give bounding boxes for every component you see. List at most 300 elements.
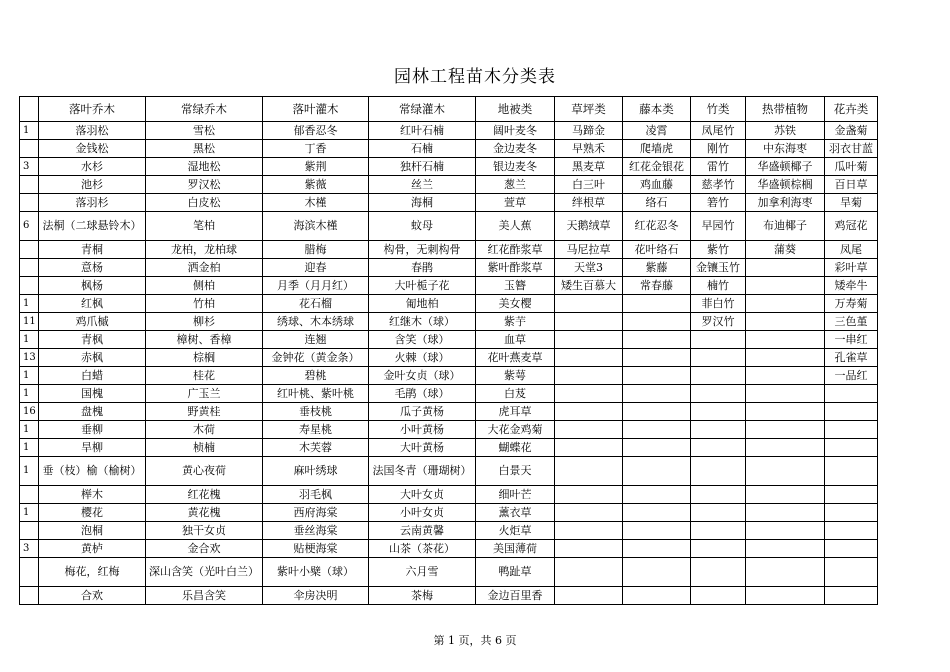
- table-cell: [746, 540, 825, 558]
- row-number-cell: [20, 176, 39, 194]
- table-cell: [623, 421, 691, 439]
- table-cell: 红花金银花: [623, 158, 691, 176]
- table-cell: 布迪椰子: [746, 212, 825, 241]
- table-cell: 金边麦冬: [476, 140, 555, 158]
- table-cell: [746, 457, 825, 486]
- table-cell: 红继木（球）: [369, 313, 476, 331]
- table-cell: 青桐: [39, 241, 146, 259]
- row-number-cell: [20, 140, 39, 158]
- table-cell: [555, 457, 623, 486]
- table-cell: 美人蕉: [476, 212, 555, 241]
- column-header: 藤本类: [623, 97, 691, 122]
- table-cell: [623, 540, 691, 558]
- table-cell: [825, 439, 878, 457]
- table-cell: 金钟花（黄金条）: [263, 349, 369, 367]
- table-cell: [746, 295, 825, 313]
- table-cell: 木荷: [146, 421, 263, 439]
- row-number-cell: 1: [20, 439, 39, 457]
- table-cell: 早园竹: [691, 212, 746, 241]
- table-cell: [825, 421, 878, 439]
- table-cell: 樱花: [39, 504, 146, 522]
- table-cell: [555, 349, 623, 367]
- table-cell: 旱菊: [825, 194, 878, 212]
- table-cell: 垂（枝）榆（榆树）: [39, 457, 146, 486]
- table-row: [20, 349, 878, 367]
- table-cell: [691, 439, 746, 457]
- table-cell: [691, 587, 746, 605]
- table-cell: [555, 522, 623, 540]
- table-cell: [691, 331, 746, 349]
- table-cell: 早熟禾: [555, 140, 623, 158]
- table-cell: [555, 421, 623, 439]
- table-cell: 紫竹: [691, 241, 746, 259]
- table-cell: 郁香忍冬: [263, 122, 369, 140]
- table-cell: [623, 313, 691, 331]
- table-cell: 贴梗海棠: [263, 540, 369, 558]
- table-cell: 常春藤: [623, 277, 691, 295]
- table-cell: 红叶桃、紫叶桃: [263, 385, 369, 403]
- table-cell: 紫藤: [623, 259, 691, 277]
- row-number-cell: 1: [20, 331, 39, 349]
- table-row: [20, 540, 878, 558]
- nursery-stock-table: [19, 96, 878, 605]
- column-header: 热带植物: [746, 97, 825, 122]
- table-cell: 红花槐: [146, 486, 263, 504]
- table-cell: 爬墙虎: [623, 140, 691, 158]
- table-row: [20, 385, 878, 403]
- table-cell: 金盏菊: [825, 122, 878, 140]
- table-cell: 薰衣草: [476, 504, 555, 522]
- table-cell: [746, 522, 825, 540]
- table-cell: 紫薇: [263, 176, 369, 194]
- table-cell: 垂柳: [39, 421, 146, 439]
- table-cell: 玉簪: [476, 277, 555, 295]
- table-cell: 罗汉松: [146, 176, 263, 194]
- table-cell: 天堂3: [555, 259, 623, 277]
- column-header: 地被类: [476, 97, 555, 122]
- table-cell: 碧桃: [263, 367, 369, 385]
- table-cell: 山茶（茶花）: [369, 540, 476, 558]
- table-cell: 榉木: [39, 486, 146, 504]
- table-cell: 凌霄: [623, 122, 691, 140]
- table-cell: 湿地松: [146, 158, 263, 176]
- table-cell: [555, 385, 623, 403]
- table-cell: 广玉兰: [146, 385, 263, 403]
- table-cell: [825, 504, 878, 522]
- table-cell: [555, 367, 623, 385]
- table-cell: 马尼拉草: [555, 241, 623, 259]
- table-cell: 匍地柏: [369, 295, 476, 313]
- row-number-cell: 1: [20, 457, 39, 486]
- row-number-cell: [20, 277, 39, 295]
- table-row: [20, 486, 878, 504]
- table-cell: [746, 349, 825, 367]
- table-cell: 蝴蝶花: [476, 439, 555, 457]
- table-cell: [825, 486, 878, 504]
- table-cell: 连翘: [263, 331, 369, 349]
- table-cell: 花叶燕麦草: [476, 349, 555, 367]
- column-header: 花卉类: [825, 97, 878, 122]
- table-cell: 垂枝桃: [263, 403, 369, 421]
- column-header: 落叶灌木: [263, 97, 369, 122]
- table-cell: [746, 486, 825, 504]
- table-cell: 马蹄金: [555, 122, 623, 140]
- row-number-cell: 1: [20, 295, 39, 313]
- table-row: [20, 587, 878, 605]
- table-row: [20, 158, 878, 176]
- table-cell: 天鹅绒草: [555, 212, 623, 241]
- table-cell: [691, 367, 746, 385]
- table-cell: [746, 504, 825, 522]
- table-cell: 羽毛枫: [263, 486, 369, 504]
- table-cell: 寿星桃: [263, 421, 369, 439]
- table-cell: 垂丝海棠: [263, 522, 369, 540]
- table-cell: 麻叶绣球: [263, 457, 369, 486]
- table-cell: 火棘（球）: [369, 349, 476, 367]
- row-number-cell: 3: [20, 158, 39, 176]
- table-row: [20, 457, 878, 486]
- table-row: [20, 313, 878, 331]
- table-row: [20, 295, 878, 313]
- table-cell: 大叶女贞: [369, 486, 476, 504]
- table-row: [20, 277, 878, 295]
- table-cell: 金边百里香: [476, 587, 555, 605]
- table-cell: 丁香: [263, 140, 369, 158]
- table-cell: 大花金鸡菊: [476, 421, 555, 439]
- table-cell: 瓜叶菊: [825, 158, 878, 176]
- table-cell: [746, 277, 825, 295]
- table-cell: [746, 331, 825, 349]
- table-cell: 意杨: [39, 259, 146, 277]
- table-cell: [555, 295, 623, 313]
- column-header: 草坪类: [555, 97, 623, 122]
- table-cell: [623, 486, 691, 504]
- table-cell: 青枫: [39, 331, 146, 349]
- column-header: 常绿灌木: [369, 97, 476, 122]
- table-cell: [623, 504, 691, 522]
- table-cell: [691, 457, 746, 486]
- table-cell: [825, 558, 878, 587]
- table-row: [20, 176, 878, 194]
- table-cell: [623, 587, 691, 605]
- table-cell: [746, 313, 825, 331]
- row-number-cell: [20, 194, 39, 212]
- table-cell: [691, 486, 746, 504]
- table-cell: [746, 587, 825, 605]
- table-row: [20, 421, 878, 439]
- table-cell: [746, 385, 825, 403]
- table-cell: 法桐（二球悬铃木）: [39, 212, 146, 241]
- table-cell: 络石: [623, 194, 691, 212]
- table-row: [20, 558, 878, 587]
- table-cell: 池杉: [39, 176, 146, 194]
- table-cell: [825, 457, 878, 486]
- table-cell: 木芙蓉: [263, 439, 369, 457]
- table-cell: 泡桐: [39, 522, 146, 540]
- table-cell: 凤尾: [825, 241, 878, 259]
- table-cell: 毛鹃（球）: [369, 385, 476, 403]
- table-cell: 桢楠: [146, 439, 263, 457]
- table-cell: 雷竹: [691, 158, 746, 176]
- table-cell: 紫荆: [263, 158, 369, 176]
- table-cell: 鸭趾草: [476, 558, 555, 587]
- table-cell: 萱草: [476, 194, 555, 212]
- table-cell: [691, 540, 746, 558]
- row-number-cell: [20, 259, 39, 277]
- table-cell: [746, 403, 825, 421]
- table-cell: [623, 457, 691, 486]
- table-cell: 洒金柏: [146, 259, 263, 277]
- table-cell: 华盛顿棕榈: [746, 176, 825, 194]
- table-cell: [691, 504, 746, 522]
- table-cell: 刚竹: [691, 140, 746, 158]
- table-cell: 水杉: [39, 158, 146, 176]
- table-row: [20, 331, 878, 349]
- table-cell: 小叶黄杨: [369, 421, 476, 439]
- table-cell: 丝兰: [369, 176, 476, 194]
- table-cell: [623, 367, 691, 385]
- table-cell: 黄花槐: [146, 504, 263, 522]
- table-cell: 柳杉: [146, 313, 263, 331]
- table-cell: 赤枫: [39, 349, 146, 367]
- table-cell: 红花忍冬: [623, 212, 691, 241]
- table-cell: [691, 522, 746, 540]
- table-row: [20, 403, 878, 421]
- row-number-cell: 1: [20, 367, 39, 385]
- table-cell: 一品红: [825, 367, 878, 385]
- table-cell: 凤尾竹: [691, 122, 746, 140]
- table-cell: 小叶女贞: [369, 504, 476, 522]
- table-cell: 白三叶: [555, 176, 623, 194]
- table-cell: 含笑（球）: [369, 331, 476, 349]
- row-number-cell: 1: [20, 385, 39, 403]
- table-cell: 血草: [476, 331, 555, 349]
- table-cell: 万寿菊: [825, 295, 878, 313]
- row-number-cell: 1: [20, 421, 39, 439]
- table-cell: 龙柏，龙柏球: [146, 241, 263, 259]
- table-cell: 绣球、木本绣球: [263, 313, 369, 331]
- table-cell: 红枫: [39, 295, 146, 313]
- table-cell: [555, 313, 623, 331]
- table-cell: 枫杨: [39, 277, 146, 295]
- table-cell: 火炬草: [476, 522, 555, 540]
- table-cell: 紫芋: [476, 313, 555, 331]
- table-cell: 大叶黄杨: [369, 439, 476, 457]
- table-row: [20, 259, 878, 277]
- table-cell: 白蜡: [39, 367, 146, 385]
- table-row: [20, 140, 878, 158]
- table-cell: 金镶玉竹: [691, 259, 746, 277]
- table-cell: 鸡冠花: [825, 212, 878, 241]
- table-cell: [825, 385, 878, 403]
- row-number-cell: [20, 587, 39, 605]
- table-cell: 细叶芒: [476, 486, 555, 504]
- table-cell: [623, 403, 691, 421]
- table-cell: [555, 331, 623, 349]
- table-cell: [825, 540, 878, 558]
- row-number-cell: 11: [20, 313, 39, 331]
- column-header: 常绿乔木: [146, 97, 263, 122]
- table-cell: 紫叶酢浆草: [476, 259, 555, 277]
- row-number-cell: [20, 486, 39, 504]
- table-cell: [825, 403, 878, 421]
- table-cell: 黑麦草: [555, 158, 623, 176]
- table-cell: 花石榴: [263, 295, 369, 313]
- table-cell: [555, 504, 623, 522]
- table-cell: [555, 558, 623, 587]
- table-cell: 紫叶小檗（球）: [263, 558, 369, 587]
- table-row: [20, 367, 878, 385]
- table-cell: 金合欢: [146, 540, 263, 558]
- table-cell: [623, 522, 691, 540]
- table-cell: 三色堇: [825, 313, 878, 331]
- table-cell: 金钱松: [39, 140, 146, 158]
- table-cell: 乐昌含笑: [146, 587, 263, 605]
- table-cell: 鸡爪槭: [39, 313, 146, 331]
- table-cell: 花叶络石: [623, 241, 691, 259]
- table-cell: [623, 349, 691, 367]
- row-number-cell: 1: [20, 504, 39, 522]
- table-cell: 金叶女贞（球）: [369, 367, 476, 385]
- table-cell: 一串红: [825, 331, 878, 349]
- table-cell: [691, 558, 746, 587]
- table-cell: [623, 295, 691, 313]
- table-cell: 石楠: [369, 140, 476, 158]
- table-cell: 楠竹: [691, 277, 746, 295]
- table-cell: 百日草: [825, 176, 878, 194]
- table-cell: 野黄桂: [146, 403, 263, 421]
- table-cell: 蚊母: [369, 212, 476, 241]
- table-cell: 华盛顿椰子: [746, 158, 825, 176]
- table-cell: [691, 421, 746, 439]
- table-cell: 独干女贞: [146, 522, 263, 540]
- table-cell: [691, 385, 746, 403]
- table-cell: 月季（月月红）: [263, 277, 369, 295]
- table-cell: 独杆石楠: [369, 158, 476, 176]
- table-row: [20, 122, 878, 140]
- table-cell: 侧柏: [146, 277, 263, 295]
- table-cell: 黄心夜荷: [146, 457, 263, 486]
- table-cell: 桂花: [146, 367, 263, 385]
- row-number-cell: 1: [20, 122, 39, 140]
- table-cell: [555, 486, 623, 504]
- table-cell: [623, 558, 691, 587]
- table-cell: 慈孝竹: [691, 176, 746, 194]
- page-footer: 第 1 页，共 6 页: [433, 634, 517, 647]
- table-row: [20, 522, 878, 540]
- table-cell: [691, 349, 746, 367]
- table-cell: 矮生百慕大: [555, 277, 623, 295]
- table-cell: 落羽杉: [39, 194, 146, 212]
- table-cell: 鸡血藤: [623, 176, 691, 194]
- table-cell: 棕榈: [146, 349, 263, 367]
- table-cell: 红叶石楠: [369, 122, 476, 140]
- table-cell: 海滨木槿: [263, 212, 369, 241]
- table-cell: 木槿: [263, 194, 369, 212]
- table-cell: 加拿利海枣: [746, 194, 825, 212]
- table-cell: 银边麦冬: [476, 158, 555, 176]
- table-cell: 蒲葵: [746, 241, 825, 259]
- table-cell: 瓜子黄杨: [369, 403, 476, 421]
- header-row: [20, 97, 878, 122]
- table-cell: 羽衣甘蓝: [825, 140, 878, 158]
- table-cell: [555, 540, 623, 558]
- table-cell: 美女樱: [476, 295, 555, 313]
- table-cell: 深山含笑（光叶白兰）: [146, 558, 263, 587]
- table-cell: 六月雪: [369, 558, 476, 587]
- table-cell: [746, 367, 825, 385]
- row-number-cell: 6: [20, 212, 39, 241]
- table-row: [20, 504, 878, 522]
- table-cell: 伞房决明: [263, 587, 369, 605]
- table-cell: [746, 259, 825, 277]
- table-cell: 虎耳草: [476, 403, 555, 421]
- column-header: 竹类: [691, 97, 746, 122]
- table-cell: 白景天: [476, 457, 555, 486]
- table-cell: 葱兰: [476, 176, 555, 194]
- table-cell: 法国冬青（珊瑚树）: [369, 457, 476, 486]
- table-cell: [691, 403, 746, 421]
- table-cell: 美国薄荷: [476, 540, 555, 558]
- table-cell: 云南黄馨: [369, 522, 476, 540]
- table-cell: 矮牵牛: [825, 277, 878, 295]
- table-cell: [555, 403, 623, 421]
- table-cell: 合欢: [39, 587, 146, 605]
- table-cell: [746, 421, 825, 439]
- table-cell: [623, 331, 691, 349]
- row-number-cell: 3: [20, 540, 39, 558]
- table-cell: [555, 439, 623, 457]
- table-cell: 罗汉竹: [691, 313, 746, 331]
- table-row: [20, 439, 878, 457]
- table-cell: [623, 439, 691, 457]
- page-title: 园林工程苗木分类表: [394, 67, 556, 87]
- row-number-header: [20, 97, 39, 122]
- table-cell: 落羽松: [39, 122, 146, 140]
- table-cell: 大叶栀子花: [369, 277, 476, 295]
- table-cell: 盘槐: [39, 403, 146, 421]
- table-cell: 西府海棠: [263, 504, 369, 522]
- table-cell: 迎春: [263, 259, 369, 277]
- table-row: [20, 194, 878, 212]
- table-cell: 红花酢浆草: [476, 241, 555, 259]
- table-cell: [825, 522, 878, 540]
- table-cell: 孔雀草: [825, 349, 878, 367]
- table-cell: [746, 558, 825, 587]
- table-cell: 旱柳: [39, 439, 146, 457]
- row-number-cell: [20, 522, 39, 540]
- row-number-cell: 13: [20, 349, 39, 367]
- table-cell: 中东海枣: [746, 140, 825, 158]
- table-cell: 国槐: [39, 385, 146, 403]
- table-cell: 腊梅: [263, 241, 369, 259]
- table-cell: 白皮松: [146, 194, 263, 212]
- row-number-cell: [20, 558, 39, 587]
- table-cell: 茶梅: [369, 587, 476, 605]
- table-cell: 苏铁: [746, 122, 825, 140]
- table-cell: 黑松: [146, 140, 263, 158]
- table-cell: 黄栌: [39, 540, 146, 558]
- table-cell: [825, 587, 878, 605]
- table-cell: 海桐: [369, 194, 476, 212]
- table-cell: 笔柏: [146, 212, 263, 241]
- table-cell: 菲白竹: [691, 295, 746, 313]
- table-cell: 绊根草: [555, 194, 623, 212]
- table-cell: 竹柏: [146, 295, 263, 313]
- table-row: [20, 241, 878, 259]
- table-cell: 白芨: [476, 385, 555, 403]
- table-cell: 雪松: [146, 122, 263, 140]
